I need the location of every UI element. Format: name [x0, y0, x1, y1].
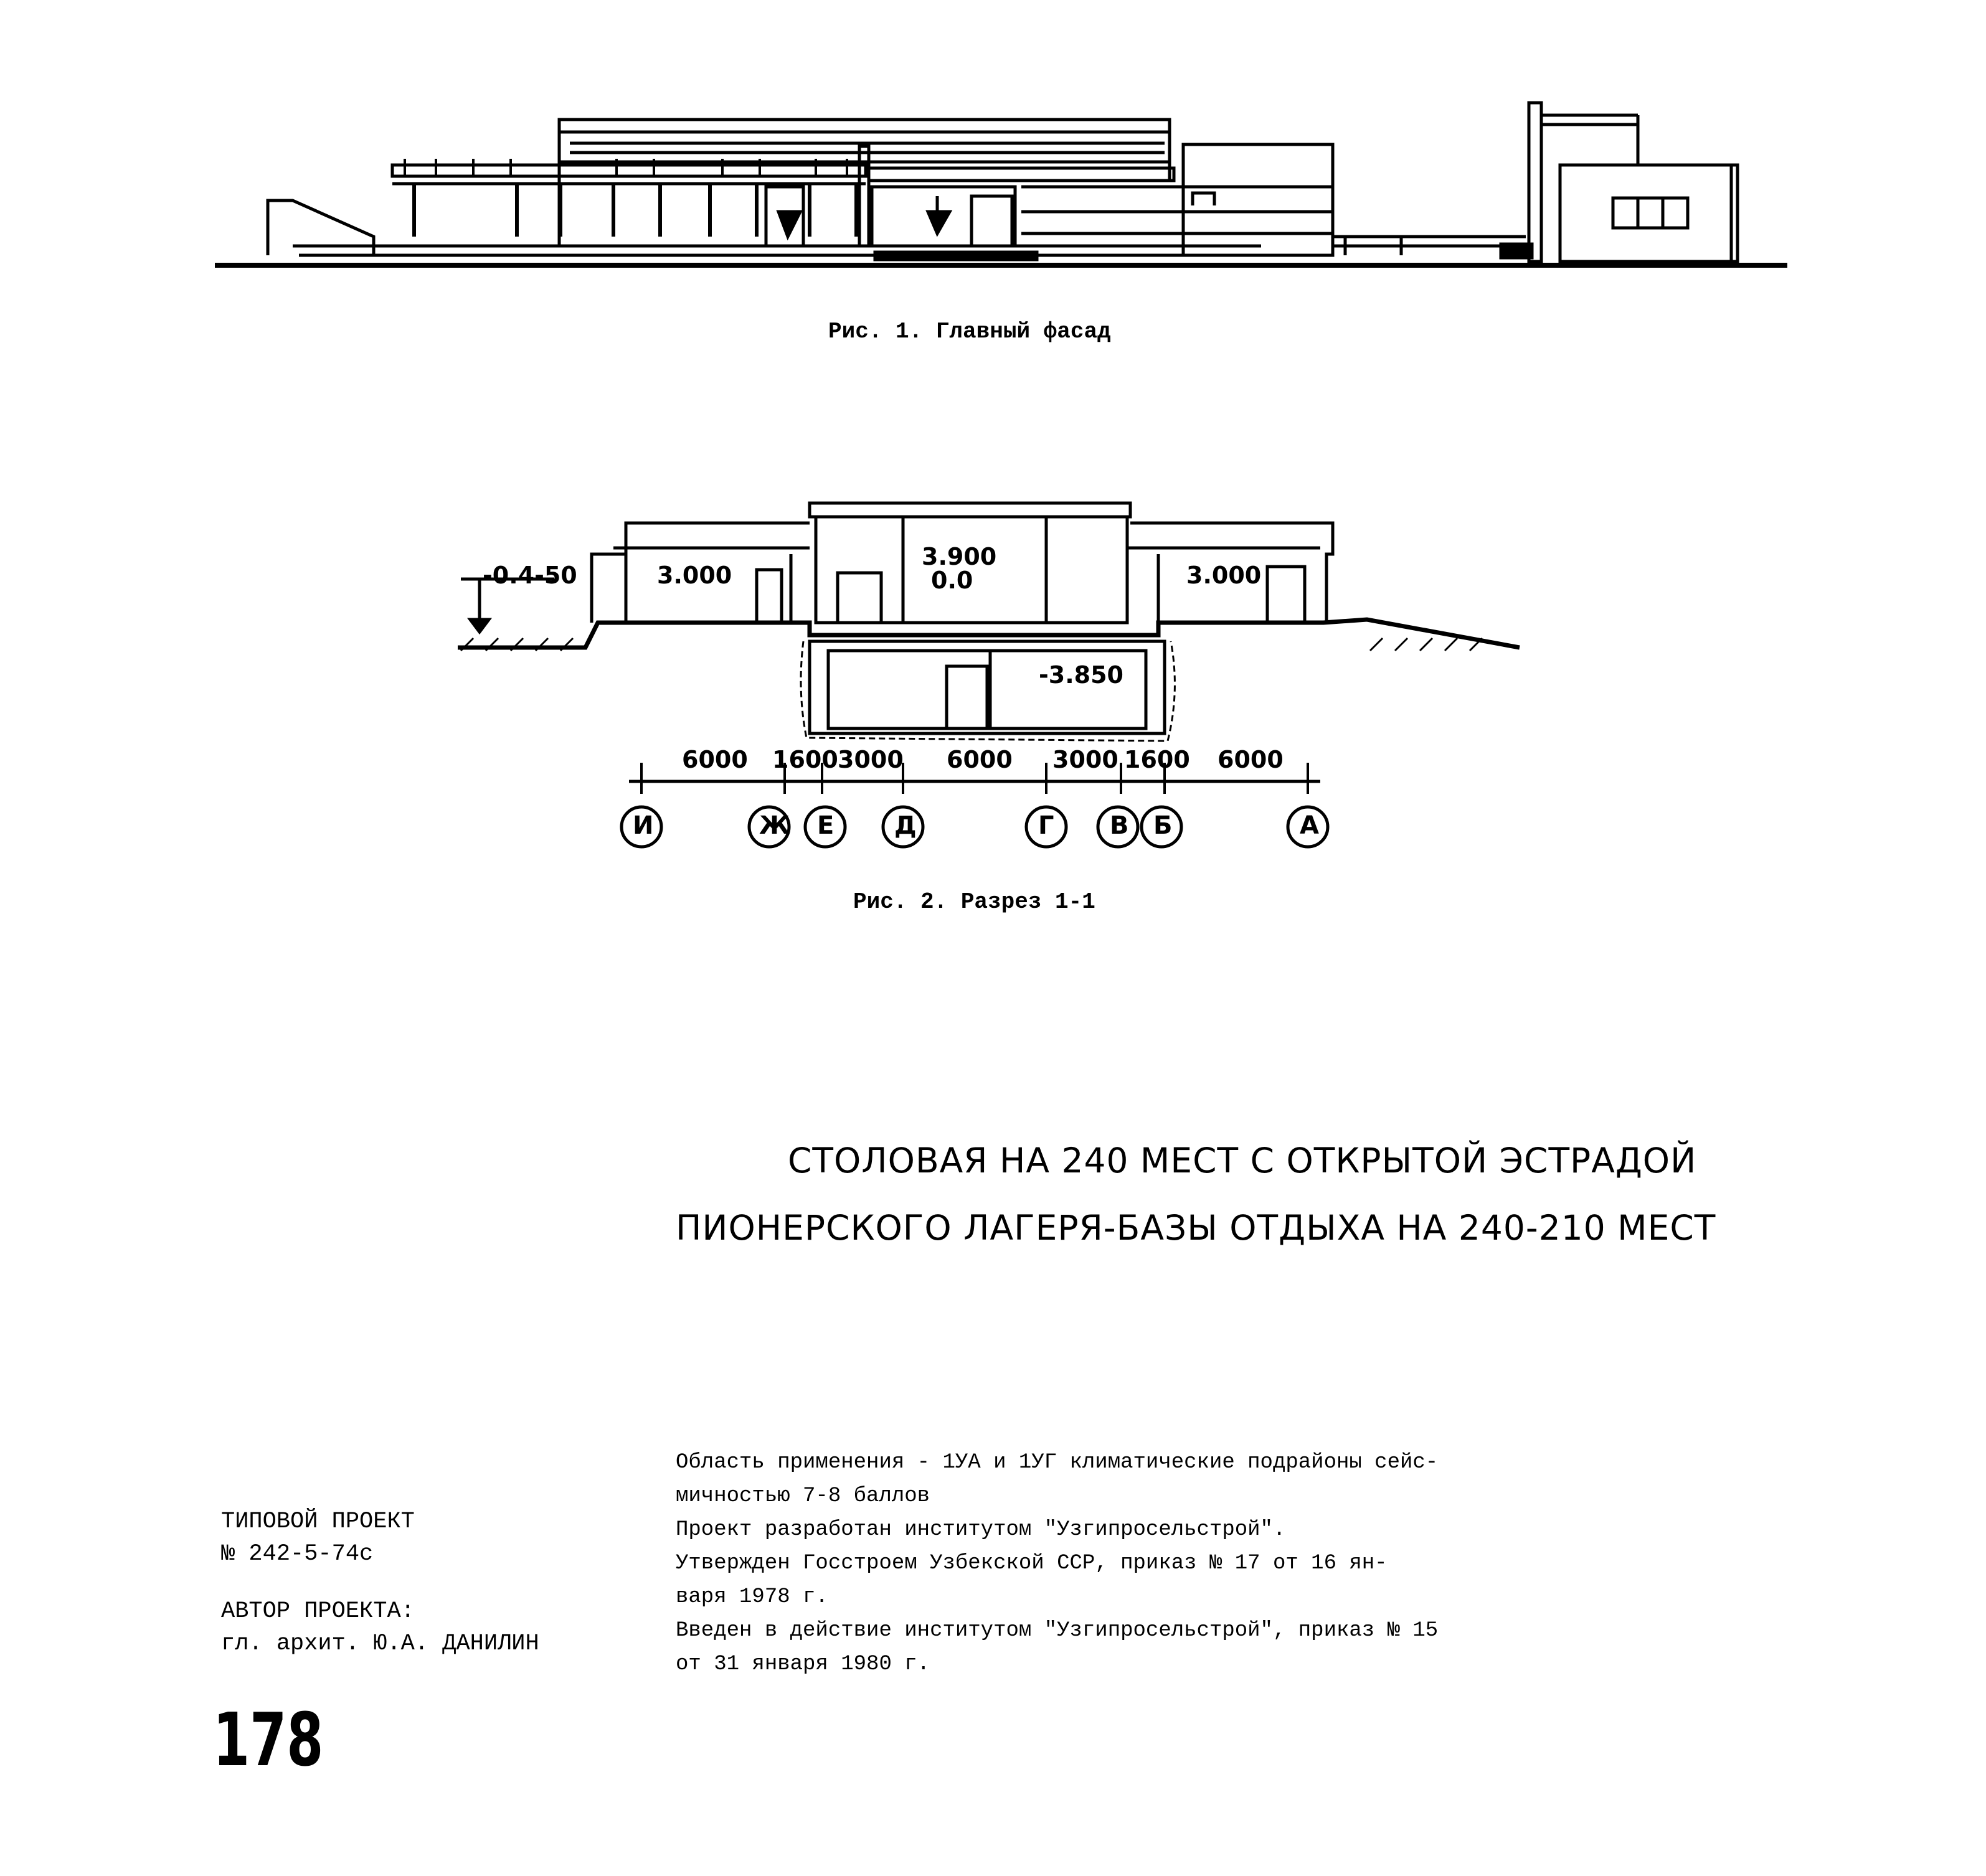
dimension-label: 3000	[838, 746, 904, 773]
project-meta	[221, 1506, 539, 1660]
dimension-label: 1600	[1124, 746, 1190, 773]
info-line: Утвержден Госстроем Узбекской ССР, приказ № 17 от 16 ян-	[676, 1552, 1388, 1575]
project-number: № 242-5-74с	[221, 1541, 374, 1567]
dimension-label: 1600	[772, 746, 838, 773]
level-mark-basement: -3.850	[1039, 661, 1123, 689]
axis-letter: Г	[1038, 811, 1054, 840]
dimension-label: 6000	[947, 746, 1013, 773]
level-mark-hall-top: 3.900	[922, 543, 997, 570]
info-line: варя 1978 г.	[676, 1585, 828, 1609]
axis-letter: Е	[817, 811, 835, 840]
level-mark-left: -0.4-50	[483, 562, 577, 589]
level-mark-right-wing: 3.000	[1186, 562, 1262, 589]
level-mark-left-wing: 3.000	[657, 562, 732, 589]
axis-letter: И	[633, 811, 654, 840]
author-label: АВТОР ПРОЕКТА:	[221, 1598, 415, 1624]
dimension-label: 6000	[1218, 746, 1284, 773]
page-number: 178	[213, 1697, 324, 1783]
project-type-label: ТИПОВОЙ ПРОЕКТ	[221, 1509, 415, 1535]
axis-letter: Ж	[759, 811, 790, 840]
page-title-line2: ПИОНЕРСКОГО ЛАГЕРЯ-БАЗЫ ОТДЫХА НА 240-210 МЕСТ	[676, 1208, 1716, 1248]
dimension-label: 3000	[1052, 746, 1118, 773]
figure1-caption: Рис. 1. Главный фасад	[828, 319, 1111, 344]
info-line: Введен в действие институтом "Узгипросельстрой", приказ № 15	[676, 1619, 1439, 1643]
info-line: Проект разработан институтом "Узгипросельстрой".	[676, 1518, 1286, 1542]
info-line: от 31 января 1980 г.	[676, 1652, 930, 1676]
info-line: Область применения - 1УА и 1УГ климатические подрайоны сейс-	[676, 1451, 1439, 1474]
info-line: мичностью 7-8 баллов	[676, 1484, 930, 1508]
page-title-line1: СТОЛОВАЯ НА 240 МЕСТ С ОТКРЫТОЙ ЭСТРАДОЙ	[788, 1141, 1697, 1181]
axis-letter: А	[1300, 811, 1319, 840]
level-mark-hall-floor: 0.0	[931, 567, 973, 594]
axis-letter: Б	[1153, 811, 1173, 840]
figure2-caption: Рис. 2. Разрез 1-1	[853, 889, 1095, 915]
dimension-label: 6000	[682, 746, 748, 773]
axis-letter: Д	[894, 811, 917, 840]
facade-drawing	[0, 0, 1986, 286]
axis-letter: В	[1110, 811, 1129, 840]
project-info	[676, 1446, 1438, 1681]
author-name: гл. архит. Ю.А. ДАНИЛИН	[221, 1631, 539, 1657]
